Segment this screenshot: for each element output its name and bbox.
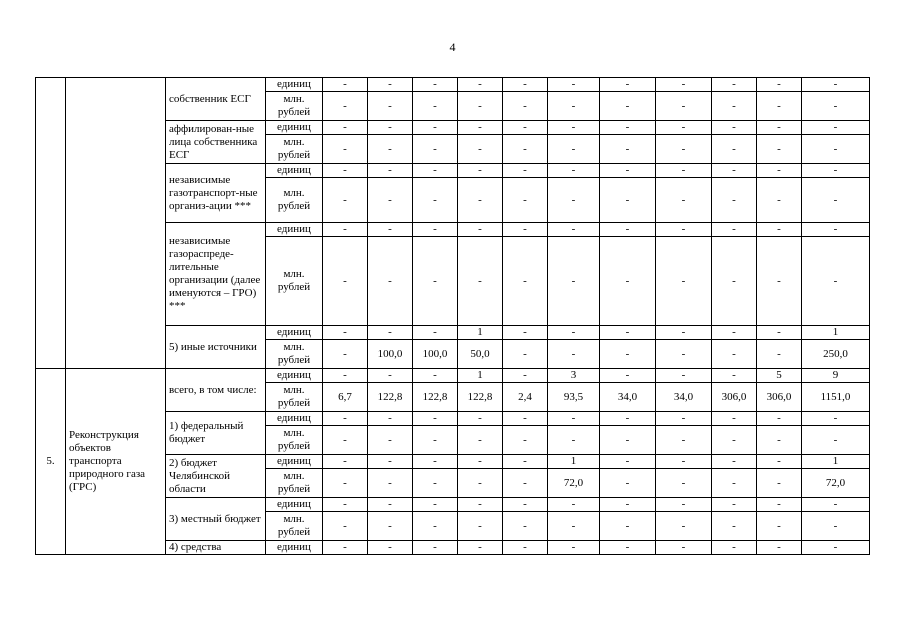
- value-cell: -: [757, 121, 802, 135]
- value-cell: -: [323, 455, 368, 469]
- value-cell: 122,8: [458, 383, 503, 412]
- value-cell: 1: [802, 326, 870, 340]
- value-cell: -: [712, 541, 757, 555]
- value-cell: -: [548, 426, 600, 455]
- value-cell: 5: [757, 369, 802, 383]
- value-cell: -: [712, 469, 757, 498]
- unit-label: единиц: [266, 326, 323, 340]
- value-cell: -: [368, 412, 413, 426]
- value-cell: -: [757, 498, 802, 512]
- value-cell: -: [757, 455, 802, 469]
- unit-label: млн. рублей: [266, 92, 323, 121]
- value-cell: 100,0: [368, 340, 413, 369]
- value-cell: -: [656, 92, 712, 121]
- value-cell: -: [413, 223, 458, 237]
- value-cell: -: [656, 498, 712, 512]
- value-cell: -: [323, 426, 368, 455]
- value-cell: -: [503, 498, 548, 512]
- value-cell: -: [323, 135, 368, 164]
- unit-label: млн. рублей: [266, 178, 323, 223]
- value-cell: -: [458, 78, 503, 92]
- value-cell: -: [458, 178, 503, 223]
- value-cell: -: [757, 92, 802, 121]
- value-cell: -: [413, 426, 458, 455]
- value-cell: -: [368, 135, 413, 164]
- value-cell: -: [712, 121, 757, 135]
- value-cell: -: [712, 369, 757, 383]
- value-cell: -: [368, 178, 413, 223]
- value-cell: -: [712, 498, 757, 512]
- value-cell: -: [323, 498, 368, 512]
- value-cell: -: [503, 469, 548, 498]
- value-cell: -: [548, 512, 600, 541]
- value-cell: -: [548, 498, 600, 512]
- value-cell: -: [757, 469, 802, 498]
- source-label: 2) бюджет Челябинской области: [166, 455, 266, 498]
- value-cell: -: [458, 164, 503, 178]
- value-cell: -: [413, 512, 458, 541]
- value-cell: -: [323, 237, 368, 326]
- source-label: 1) федеральный бюджет: [166, 412, 266, 455]
- value-cell: -: [600, 541, 656, 555]
- value-cell: -: [503, 541, 548, 555]
- value-cell: -: [656, 369, 712, 383]
- value-cell: -: [323, 178, 368, 223]
- value-cell: -: [548, 223, 600, 237]
- value-cell: -: [600, 326, 656, 340]
- value-cell: -: [712, 164, 757, 178]
- value-cell: -: [712, 135, 757, 164]
- value-cell: -: [656, 412, 712, 426]
- value-cell: -: [600, 455, 656, 469]
- value-cell: -: [548, 92, 600, 121]
- value-cell: -: [656, 237, 712, 326]
- value-cell: -: [323, 326, 368, 340]
- value-cell: -: [323, 92, 368, 121]
- value-cell: -: [600, 512, 656, 541]
- value-cell: -: [757, 326, 802, 340]
- value-cell: -: [656, 426, 712, 455]
- value-cell: 122,8: [368, 383, 413, 412]
- source-label: всего, в том числе:: [166, 369, 266, 412]
- value-cell: -: [503, 223, 548, 237]
- value-cell: -: [458, 455, 503, 469]
- value-cell: -: [656, 223, 712, 237]
- value-cell: -: [656, 512, 712, 541]
- value-cell: -: [802, 164, 870, 178]
- value-cell: -: [757, 78, 802, 92]
- value-cell: -: [600, 78, 656, 92]
- unit-label: млн. рублей: [266, 340, 323, 369]
- value-cell: -: [712, 455, 757, 469]
- unit-label: единиц: [266, 541, 323, 555]
- value-cell: -: [656, 78, 712, 92]
- value-cell: -: [712, 340, 757, 369]
- empty-index-cell: [36, 78, 66, 369]
- unit-label: единиц: [266, 164, 323, 178]
- value-cell: -: [548, 541, 600, 555]
- value-cell: -: [458, 121, 503, 135]
- value-cell: -: [600, 369, 656, 383]
- unit-label: млн. рублей: [266, 135, 323, 164]
- value-cell: -: [600, 135, 656, 164]
- value-cell: 122,8: [413, 383, 458, 412]
- value-cell: -: [802, 223, 870, 237]
- value-cell: -: [368, 237, 413, 326]
- value-cell: -: [368, 498, 413, 512]
- value-cell: -: [600, 469, 656, 498]
- unit-label: млн. рублей: [266, 512, 323, 541]
- value-cell: 250,0: [802, 340, 870, 369]
- value-cell: -: [413, 369, 458, 383]
- value-cell: -: [600, 498, 656, 512]
- source-label: 3) местный бюджет: [166, 498, 266, 541]
- value-cell: -: [656, 135, 712, 164]
- unit-label: млн. рублей: [266, 469, 323, 498]
- value-cell: -: [600, 223, 656, 237]
- unit-label: единиц: [266, 455, 323, 469]
- value-cell: -: [757, 541, 802, 555]
- value-cell: -: [503, 164, 548, 178]
- value-cell: 1151,0: [802, 383, 870, 412]
- value-cell: 1: [458, 369, 503, 383]
- unit-label: единиц: [266, 412, 323, 426]
- source-label: собственник ЕСГ: [166, 78, 266, 121]
- value-cell: -: [656, 326, 712, 340]
- unit-label: единиц: [266, 498, 323, 512]
- value-cell: -: [548, 164, 600, 178]
- value-cell: -: [368, 426, 413, 455]
- item-name: Реконструкция объектов транспорта природного газа (ГРС): [66, 369, 166, 555]
- value-cell: 9: [802, 369, 870, 383]
- value-cell: -: [503, 121, 548, 135]
- value-cell: -: [548, 340, 600, 369]
- value-cell: -: [712, 412, 757, 426]
- value-cell: -: [323, 340, 368, 369]
- value-cell: -: [368, 455, 413, 469]
- value-cell: -: [503, 237, 548, 326]
- value-cell: -: [503, 326, 548, 340]
- value-cell: -: [757, 426, 802, 455]
- value-cell: -: [757, 412, 802, 426]
- value-cell: -: [368, 512, 413, 541]
- value-cell: -: [323, 164, 368, 178]
- value-cell: -: [600, 92, 656, 121]
- value-cell: -: [368, 469, 413, 498]
- value-cell: -: [600, 164, 656, 178]
- empty-name-cell: [66, 78, 166, 369]
- value-cell: -: [548, 326, 600, 340]
- value-cell: 2,4: [503, 383, 548, 412]
- value-cell: -: [600, 426, 656, 455]
- unit-label: млн. рублей: [266, 426, 323, 455]
- value-cell: -: [323, 121, 368, 135]
- value-cell: -: [600, 178, 656, 223]
- value-cell: 100,0: [413, 340, 458, 369]
- value-cell: -: [503, 455, 548, 469]
- value-cell: -: [656, 178, 712, 223]
- unit-label: единиц: [266, 121, 323, 135]
- value-cell: 34,0: [600, 383, 656, 412]
- value-cell: -: [458, 237, 503, 326]
- table-row: [36, 369, 870, 383]
- value-cell: 50,0: [458, 340, 503, 369]
- unit-label: единиц: [266, 369, 323, 383]
- value-cell: -: [757, 340, 802, 369]
- value-cell: -: [757, 178, 802, 223]
- value-cell: -: [323, 412, 368, 426]
- value-cell: -: [413, 135, 458, 164]
- value-cell: -: [548, 178, 600, 223]
- value-cell: -: [712, 223, 757, 237]
- value-cell: -: [802, 78, 870, 92]
- data-table: [35, 77, 870, 555]
- value-cell: -: [802, 121, 870, 135]
- unit-label: млн. рублей: [266, 237, 323, 326]
- value-cell: 1: [458, 326, 503, 340]
- value-cell: -: [413, 164, 458, 178]
- value-cell: 3: [548, 369, 600, 383]
- value-cell: -: [323, 78, 368, 92]
- value-cell: -: [413, 121, 458, 135]
- value-cell: -: [802, 541, 870, 555]
- value-cell: -: [368, 369, 413, 383]
- value-cell: -: [503, 178, 548, 223]
- value-cell: 6,7: [323, 383, 368, 412]
- value-cell: -: [323, 469, 368, 498]
- value-cell: 72,0: [802, 469, 870, 498]
- value-cell: -: [503, 340, 548, 369]
- value-cell: -: [712, 426, 757, 455]
- value-cell: -: [323, 512, 368, 541]
- value-cell: -: [757, 135, 802, 164]
- value-cell: -: [503, 512, 548, 541]
- value-cell: -: [548, 237, 600, 326]
- value-cell: 306,0: [712, 383, 757, 412]
- value-cell: -: [802, 237, 870, 326]
- value-cell: -: [323, 223, 368, 237]
- value-cell: -: [757, 164, 802, 178]
- value-cell: -: [600, 121, 656, 135]
- value-cell: -: [458, 512, 503, 541]
- source-label: аффилирован-ные лица собственника ЕСГ: [166, 121, 266, 164]
- value-cell: -: [458, 498, 503, 512]
- value-cell: -: [757, 223, 802, 237]
- table-row: [36, 78, 870, 92]
- value-cell: -: [656, 121, 712, 135]
- value-cell: -: [600, 412, 656, 426]
- value-cell: -: [656, 469, 712, 498]
- value-cell: -: [503, 369, 548, 383]
- unit-label: млн. рублей: [266, 383, 323, 412]
- value-cell: -: [503, 412, 548, 426]
- value-cell: -: [712, 237, 757, 326]
- source-label: 5) иные источники: [166, 326, 266, 369]
- value-cell: -: [368, 92, 413, 121]
- value-cell: -: [548, 135, 600, 164]
- value-cell: 306,0: [757, 383, 802, 412]
- value-cell: -: [413, 455, 458, 469]
- value-cell: -: [458, 92, 503, 121]
- value-cell: -: [413, 326, 458, 340]
- value-cell: -: [413, 78, 458, 92]
- value-cell: -: [712, 326, 757, 340]
- value-cell: -: [802, 412, 870, 426]
- value-cell: -: [802, 135, 870, 164]
- value-cell: -: [503, 92, 548, 121]
- item-index: 5.: [36, 369, 66, 555]
- value-cell: -: [458, 469, 503, 498]
- value-cell: -: [757, 512, 802, 541]
- value-cell: -: [458, 135, 503, 164]
- value-cell: -: [368, 78, 413, 92]
- value-cell: -: [802, 512, 870, 541]
- value-cell: -: [413, 92, 458, 121]
- unit-label: единиц: [266, 78, 323, 92]
- value-cell: -: [323, 541, 368, 555]
- value-cell: -: [548, 121, 600, 135]
- value-cell: -: [802, 92, 870, 121]
- value-cell: -: [712, 92, 757, 121]
- value-cell: -: [368, 121, 413, 135]
- value-cell: -: [413, 498, 458, 512]
- value-cell: -: [368, 164, 413, 178]
- value-cell: -: [712, 512, 757, 541]
- value-cell: 93,5: [548, 383, 600, 412]
- value-cell: 1: [548, 455, 600, 469]
- value-cell: -: [802, 498, 870, 512]
- value-cell: -: [757, 237, 802, 326]
- value-cell: -: [712, 178, 757, 223]
- value-cell: -: [458, 223, 503, 237]
- value-cell: -: [413, 469, 458, 498]
- value-cell: -: [548, 78, 600, 92]
- value-cell: -: [413, 178, 458, 223]
- source-label: 4) средства: [166, 541, 266, 555]
- value-cell: -: [503, 426, 548, 455]
- value-cell: -: [802, 426, 870, 455]
- value-cell: -: [548, 412, 600, 426]
- value-cell: -: [656, 340, 712, 369]
- page-number: 4: [449, 40, 456, 54]
- value-cell: -: [712, 78, 757, 92]
- value-cell: -: [656, 541, 712, 555]
- value-cell: -: [802, 178, 870, 223]
- value-cell: -: [503, 78, 548, 92]
- value-cell: 72,0: [548, 469, 600, 498]
- unit-label: единиц: [266, 223, 323, 237]
- value-cell: 34,0: [656, 383, 712, 412]
- value-cell: -: [413, 541, 458, 555]
- source-label: независимые газораспреде-лительные организации (далее именуются – ГРО) ***: [166, 223, 266, 326]
- value-cell: -: [368, 326, 413, 340]
- value-cell: -: [656, 455, 712, 469]
- value-cell: -: [503, 135, 548, 164]
- value-cell: 1: [802, 455, 870, 469]
- value-cell: -: [600, 340, 656, 369]
- value-cell: -: [413, 237, 458, 326]
- value-cell: -: [368, 223, 413, 237]
- value-cell: -: [458, 541, 503, 555]
- value-cell: -: [458, 412, 503, 426]
- value-cell: -: [656, 164, 712, 178]
- value-cell: -: [413, 412, 458, 426]
- value-cell: -: [458, 426, 503, 455]
- value-cell: -: [600, 237, 656, 326]
- source-label: независимые газотранспорт-ные организ-ации ***: [166, 164, 266, 223]
- value-cell: -: [323, 369, 368, 383]
- value-cell: -: [368, 541, 413, 555]
